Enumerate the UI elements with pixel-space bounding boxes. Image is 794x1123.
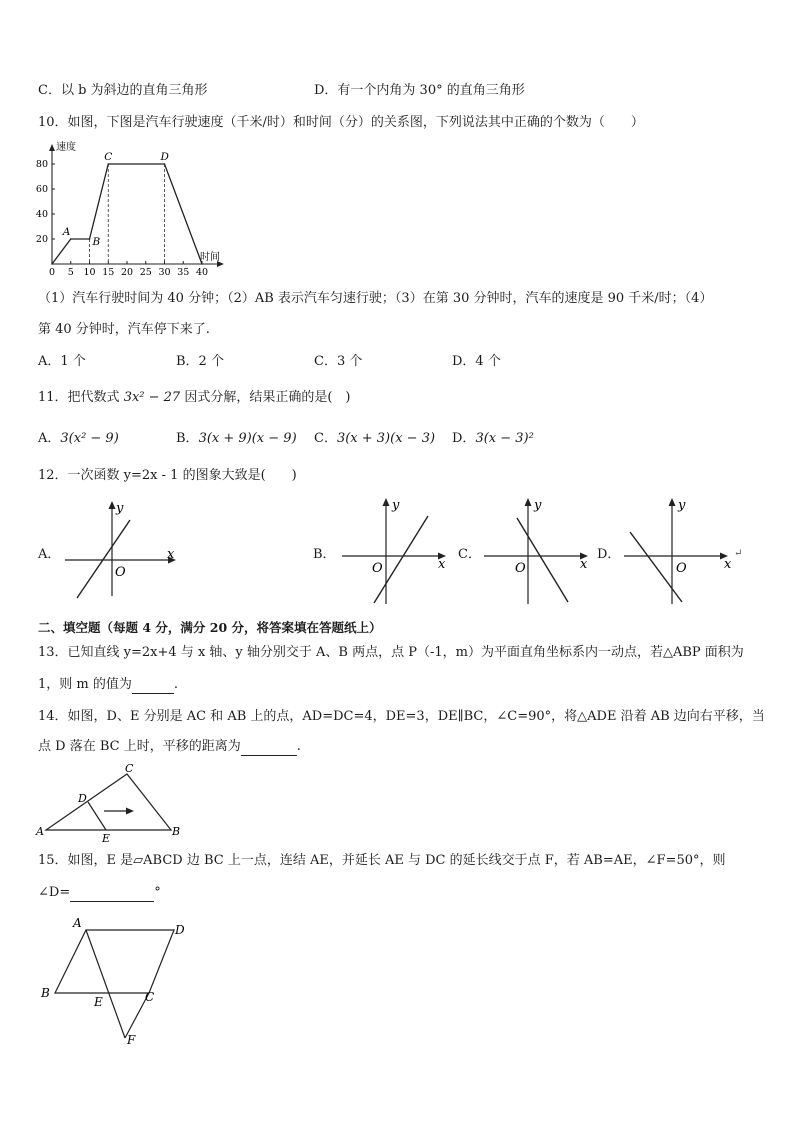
data-point bbox=[201, 263, 203, 265]
y-tick-label: 20 bbox=[35, 234, 48, 245]
origin-label: O bbox=[515, 561, 526, 576]
origin-label: O bbox=[372, 561, 383, 576]
q13-line2 bbox=[38, 676, 178, 694]
q10-option-b: B．2 个 bbox=[176, 354, 224, 369]
origin-label: O bbox=[676, 561, 687, 576]
q9-option-c: C．以 b 为斜边的直角三角形 bbox=[38, 83, 208, 98]
q11-stem-prefix: 11．把代数式 bbox=[38, 390, 120, 405]
q14-line2 bbox=[38, 738, 301, 756]
q14-line1: 14．如图，D、E 分别是 AC 和 AB 上的点，AD=DC=4，DE=3，DE∥BC，∠C=90°，将△ADE 沿着 AB 边向右平移，当 bbox=[38, 709, 765, 724]
y-tick-label: 40 bbox=[35, 209, 48, 220]
point-c-label: C bbox=[125, 762, 134, 775]
q11-option-b bbox=[176, 430, 297, 448]
x-tick-label: 5 bbox=[67, 267, 74, 278]
data-point bbox=[107, 163, 109, 165]
q10-option-a: A．1 个 bbox=[38, 354, 86, 369]
q10-option-c: C．3 个 bbox=[314, 354, 363, 369]
q11-option-expr: 3(x − 3)² bbox=[475, 431, 534, 446]
x-tick-label: 35 bbox=[177, 267, 190, 278]
q11-option-d bbox=[452, 430, 534, 448]
y-tick-label: 80 bbox=[35, 159, 48, 170]
data-point bbox=[89, 238, 91, 240]
point-b-label: B bbox=[172, 825, 181, 838]
x-axis-label: x bbox=[167, 547, 175, 562]
y-axis-arrow bbox=[49, 144, 55, 151]
y-axis-label: y bbox=[534, 498, 542, 513]
q12-graph-b bbox=[338, 496, 450, 608]
x-axis-label: x bbox=[580, 557, 588, 572]
q15-line2 bbox=[38, 884, 161, 902]
q11-option-expr: 3(x + 9)(x − 9) bbox=[198, 431, 297, 446]
y-axis-label: y bbox=[392, 498, 400, 513]
point-f-label: F bbox=[127, 1033, 136, 1047]
x-tick-label: 10 bbox=[83, 267, 96, 278]
y-axis-label: y bbox=[678, 498, 686, 513]
point-label-a: A bbox=[62, 226, 71, 238]
y-axis-label: y bbox=[116, 501, 124, 516]
q11-option-letter: C． bbox=[314, 431, 337, 446]
q13-line2-prefix: 1，则 m 的值为 bbox=[38, 677, 132, 692]
q15-line1: 15．如图，E 是▱ABCD 边 BC 上一点，连结 AE，并延长 AE 与 DC 的延长线交于点 F，若 AB=AE，∠F=50°，则 bbox=[38, 853, 726, 868]
point-a-label: A bbox=[36, 825, 44, 838]
point-label-c: C bbox=[104, 151, 113, 163]
q12-option-a-label: A． bbox=[38, 547, 61, 562]
q10-stem: 10．如图，下图是汽车行驶速度（千米/时）和时间（分）的关系图，下列说法其中正确的个数为（ ） bbox=[38, 115, 644, 130]
point-label-b: B bbox=[92, 236, 101, 248]
q11-option-letter: B． bbox=[176, 431, 199, 446]
point-a-label: A bbox=[73, 916, 82, 930]
q11-option-letter: A． bbox=[38, 431, 61, 446]
q15-line2-suffix: ° bbox=[154, 885, 161, 900]
q13-line2-suffix: . bbox=[173, 677, 179, 692]
y-axis-title: 速度 bbox=[56, 142, 76, 153]
speed-series-line bbox=[52, 164, 202, 264]
x-tick-label: 40 bbox=[195, 267, 209, 278]
q12-graph-d bbox=[620, 496, 750, 608]
q10-speed-time-chart bbox=[30, 140, 240, 280]
point-d-label: D bbox=[175, 923, 185, 937]
origin-label: O bbox=[115, 565, 126, 580]
q15-line2-prefix: ∠D= bbox=[38, 885, 71, 900]
y-tick-label: 60 bbox=[35, 184, 48, 195]
q11-option-a bbox=[38, 430, 119, 448]
x-tick-label: 0 bbox=[48, 267, 56, 278]
q11-option-expr: 3(x + 3)(x − 3) bbox=[336, 431, 436, 446]
q12-option-c-label: C． bbox=[458, 547, 481, 562]
x-tick-label: 25 bbox=[139, 267, 152, 278]
q11-stem bbox=[38, 389, 351, 407]
point-e-label: E bbox=[102, 832, 111, 845]
q11-option-expr: 3(x² − 9) bbox=[60, 431, 119, 446]
q12-graph-a bbox=[60, 498, 180, 602]
q14-line2-suffix: . bbox=[296, 739, 301, 754]
q11-option-c bbox=[314, 430, 435, 448]
q12-option-b-label: B． bbox=[313, 547, 336, 562]
q10-option-d: D．4 个 bbox=[452, 354, 501, 369]
return-mark: ↵ bbox=[734, 548, 743, 559]
point-label-d: D bbox=[160, 151, 169, 163]
q10-statements-line1: （1）汽车行驶时间为 40 分钟；（2）AB 表示汽车匀速行驶；（3）在第 30 分钟时，汽车的速度是 90 千米/时；（4） bbox=[38, 291, 713, 306]
data-point bbox=[51, 263, 53, 265]
q15-answer-blank[interactable] bbox=[70, 887, 154, 902]
q12-stem: 12．一次函数 y=2x - 1 的图象大致是( ) bbox=[38, 468, 297, 483]
q13-answer-blank[interactable] bbox=[132, 679, 174, 694]
point-b-label: B bbox=[41, 986, 50, 1000]
x-axis-label: x bbox=[438, 557, 446, 572]
q11-option-letter: D． bbox=[452, 431, 476, 446]
x-tick-label: 30 bbox=[158, 267, 171, 278]
x-axis-title: 时间 bbox=[200, 252, 220, 263]
q12-graph-c bbox=[480, 496, 592, 608]
data-point bbox=[164, 163, 166, 165]
x-tick-label: 20 bbox=[120, 267, 134, 278]
x-axis-label: x bbox=[724, 557, 732, 572]
q15-parallelogram-figure bbox=[38, 912, 198, 1052]
point-d-label: D bbox=[78, 792, 87, 805]
q14-triangle-figure bbox=[36, 762, 186, 844]
section-heading: 二、填空题（每题 4 分，满分 20 分，将答案填在答题纸上） bbox=[38, 620, 382, 635]
q14-line2-prefix: 点 D 落在 BC 上时，平移的距离为 bbox=[38, 739, 241, 754]
point-c-label: C bbox=[145, 990, 155, 1004]
q13-line1: 13．已知直线 y=2x+4 与 x 轴、y 轴分别交于 A、B 两点，点 P（-1，m）为平面直角坐标系内一动点，若△ABP 面积为 bbox=[38, 645, 744, 660]
q9-option-d: D．有一个内角为 30° 的直角三角形 bbox=[314, 83, 525, 98]
q10-statements-line2: 第 40 分钟时，汽车停下来了. bbox=[38, 322, 210, 337]
q11-stem-expr: 3x² − 27 bbox=[123, 390, 181, 405]
q14-answer-blank[interactable] bbox=[241, 741, 297, 756]
x-tick-label: 15 bbox=[102, 267, 115, 278]
q12-option-d-label: D． bbox=[597, 547, 621, 562]
data-point bbox=[70, 238, 72, 240]
point-e-label: E bbox=[94, 995, 103, 1009]
q11-stem-suffix: 因式分解，结果正确的是( ) bbox=[184, 390, 351, 405]
